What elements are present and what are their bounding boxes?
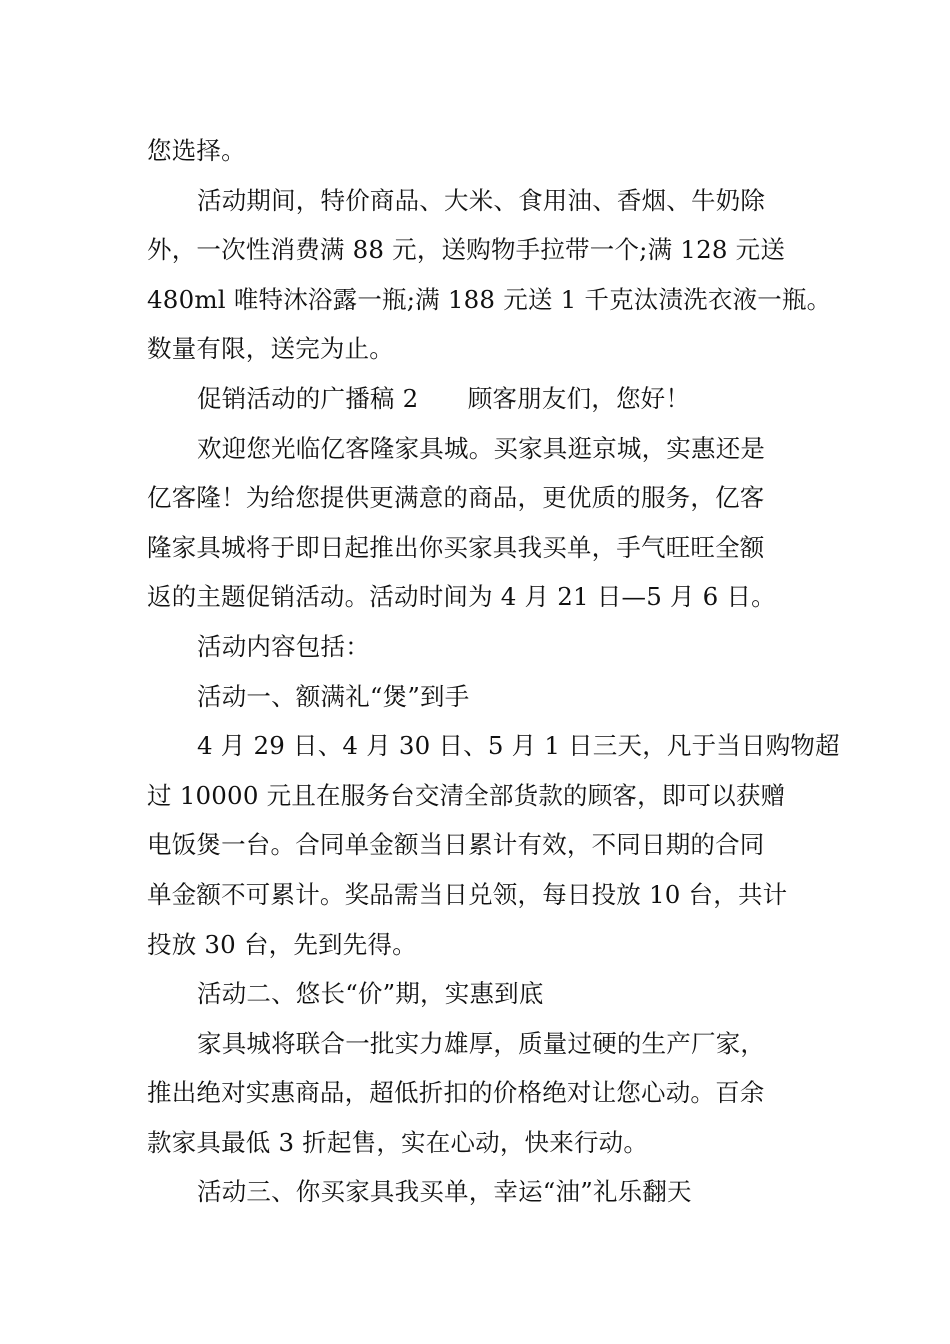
text-line: 过 10000 元且在服务台交清全部货款的顾客，即可以获赠 xyxy=(147,780,786,810)
text-line: 外，一次性消费满 88 元，送购物手拉带一个;满 128 元送 xyxy=(147,235,786,265)
text-line: 活动内容包括： xyxy=(197,631,370,661)
text-line: 电饭煲一台。合同单金额当日累计有效，不同日期的合同 xyxy=(147,830,765,860)
section-heading: 促销活动的广播稿 2 顾客朋友们，您好！ xyxy=(197,383,691,413)
text-line: 4 月 29 日、4 月 30 日、5 月 1 日三天，凡于当日购物超 xyxy=(197,731,840,761)
text-line: 480ml 唯特沐浴露一瓶;满 188 元送 1 千克汰渍洗衣液一瓶。 xyxy=(147,284,832,314)
activity-heading: 活动一、额满礼“煲”到手 xyxy=(197,681,470,711)
text-line: 隆家具城将于即日起推出你买家具我买单，手气旺旺全额 xyxy=(147,532,765,562)
text-line: 数量有限，送完为止。 xyxy=(147,334,394,364)
activity-heading: 活动二、悠长“价”期，实惠到底 xyxy=(197,979,544,1009)
text-line: 家具城将联合一批实力雄厚，质量过硬的生产厂家， xyxy=(197,1028,766,1058)
text-line: 亿客隆！为给您提供更满意的商品，更优质的服务，亿客 xyxy=(147,483,765,513)
text-line: 活动期间，特价商品、大米、食用油、香烟、牛奶除 xyxy=(197,185,766,215)
text-line: 单金额不可累计。奖品需当日兑领，每日投放 10 台，共计 xyxy=(147,879,788,909)
text-line: 推出绝对实惠商品，超低折扣的价格绝对让您心动。百余 xyxy=(147,1078,765,1108)
text-line: 投放 30 台，先到先得。 xyxy=(147,929,417,959)
text-line: 款家具最低 3 折起售，实在心动，快来行动。 xyxy=(147,1127,649,1157)
document-body xyxy=(147,126,840,1217)
text-line: 您选择。 xyxy=(147,136,246,165)
text-line: 欢迎您光临亿客隆家具城。买家具逛京城，实惠还是 xyxy=(197,433,766,463)
text-line: 返的主题促销活动。活动时间为 4 月 21 日—5 月 6 日。 xyxy=(147,582,776,612)
activity-heading: 活动三、你买家具我买单，幸运“油”礼乐翻天 xyxy=(197,1177,692,1207)
